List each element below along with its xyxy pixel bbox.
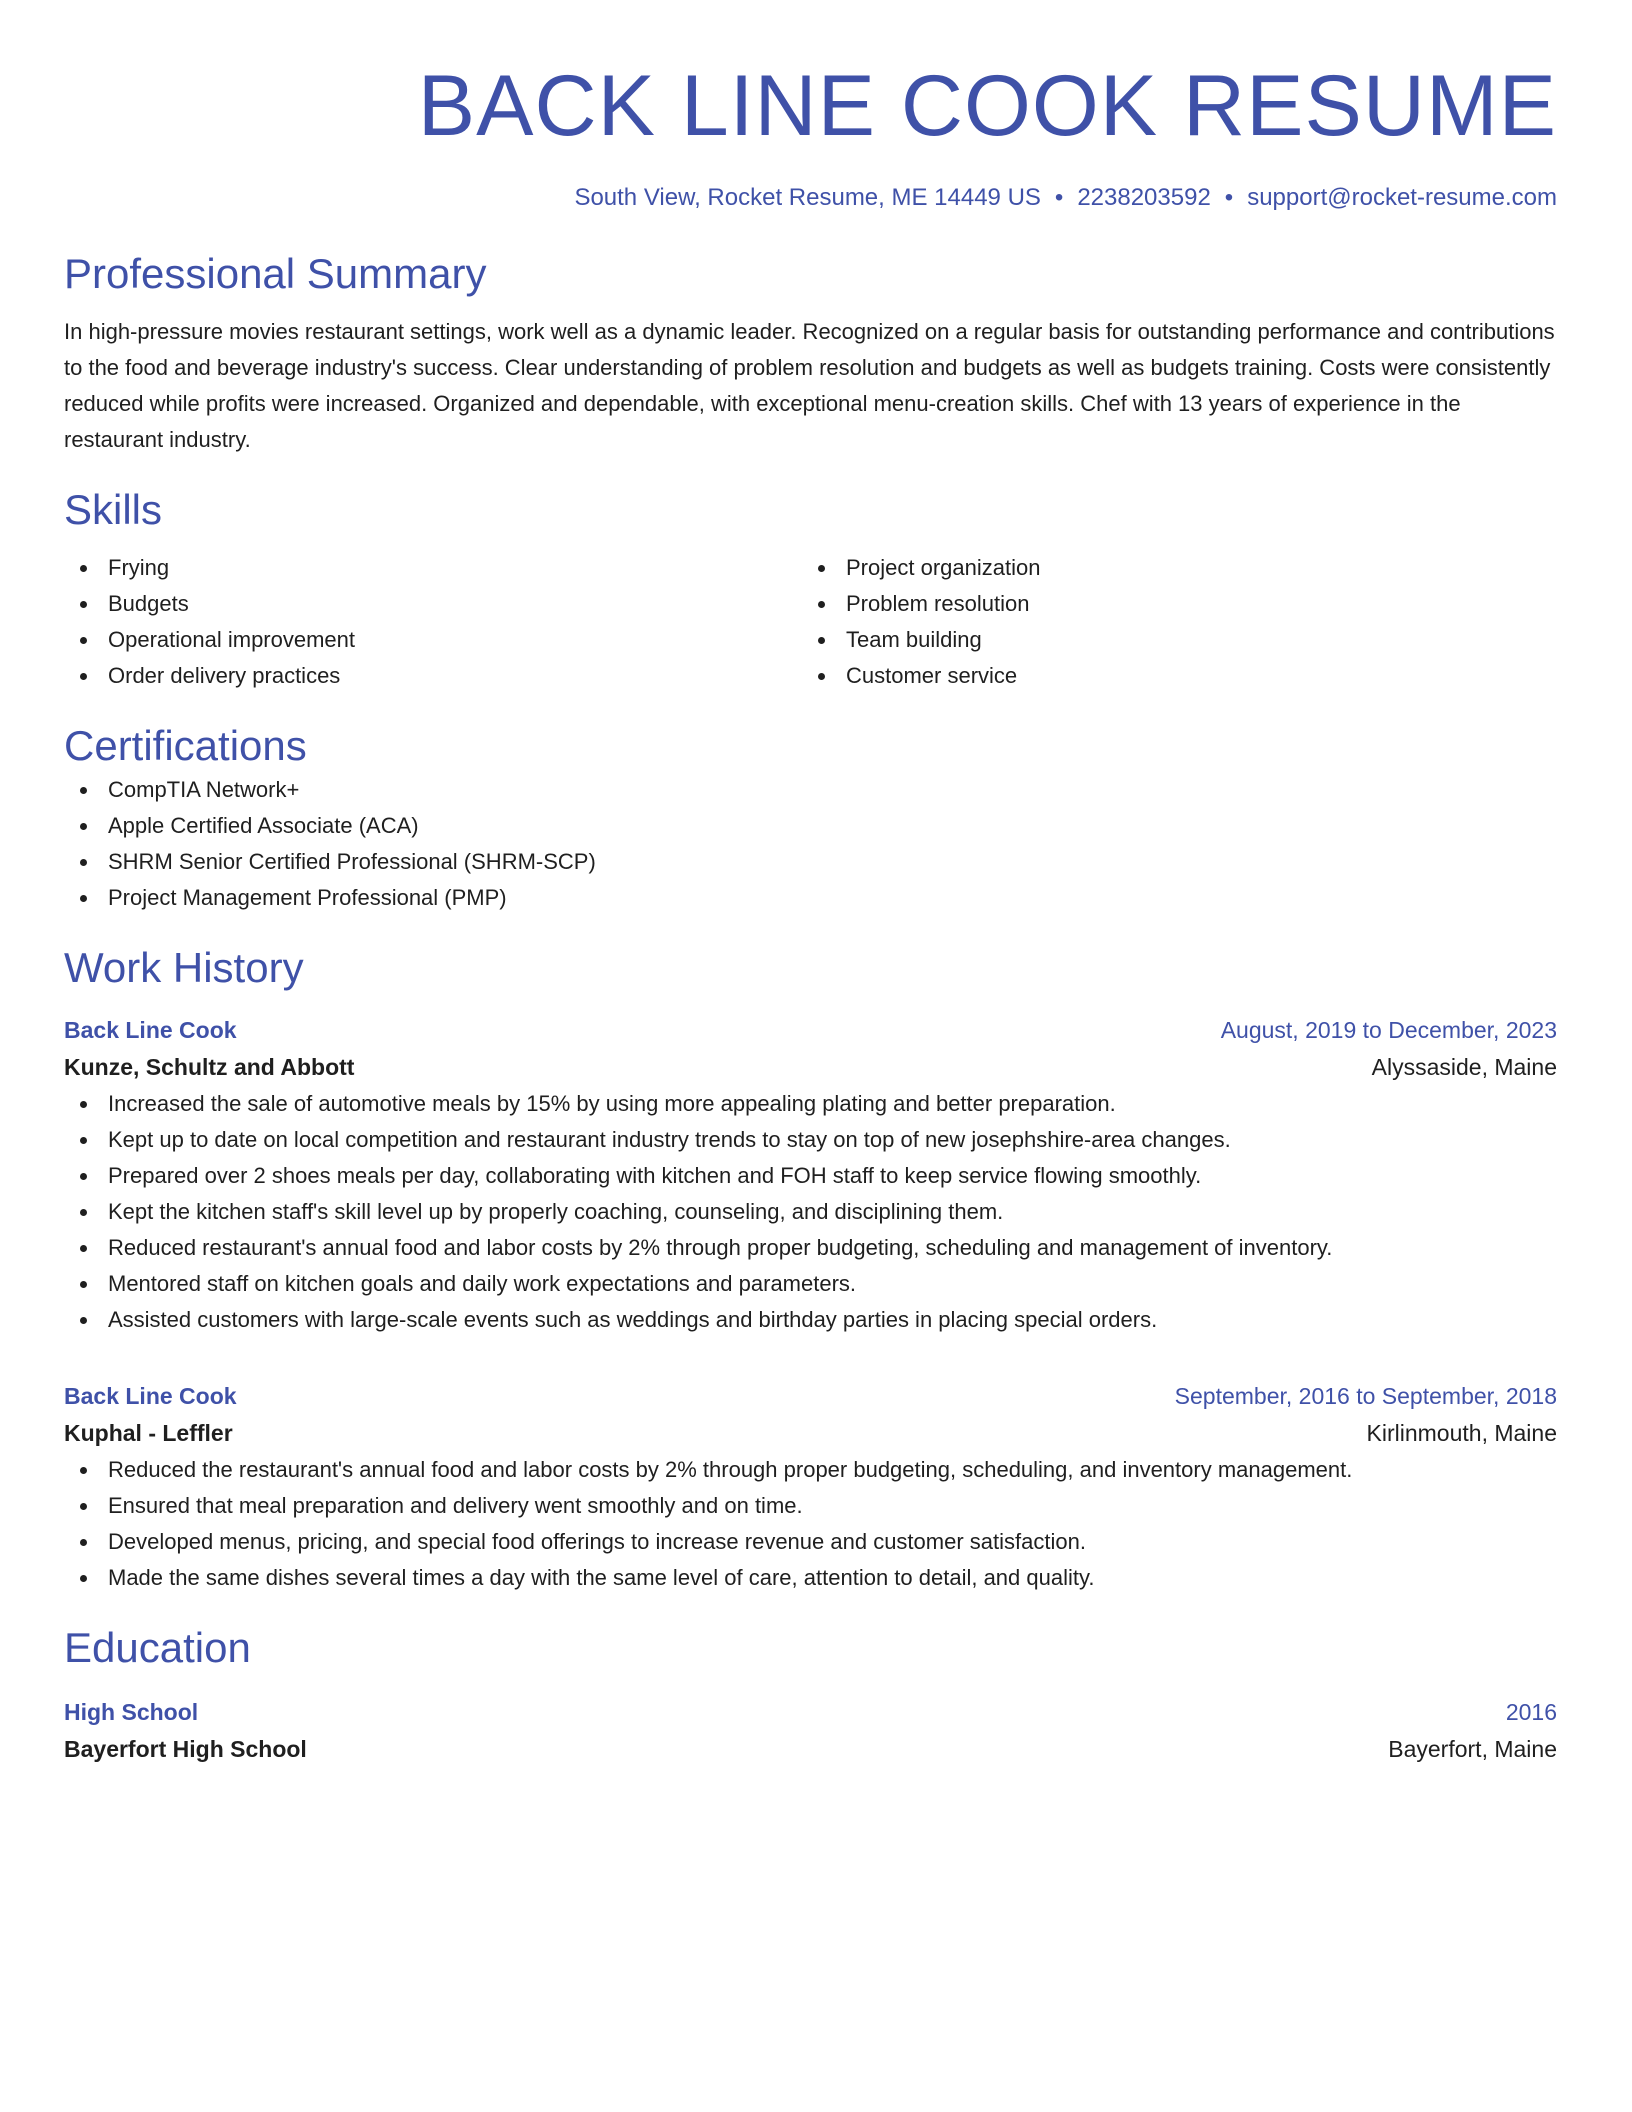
job-bullet: Ensured that meal preparation and delivery went smoothly and on time. bbox=[64, 1488, 1557, 1524]
job-bullet: Reduced restaurant's annual food and labor costs by 2% through proper budgeting, scheduling and management of inventory. bbox=[64, 1230, 1557, 1266]
job-bullet: Mentored staff on kitchen goals and daily work expectations and parameters. bbox=[64, 1266, 1557, 1302]
skills-column-right bbox=[802, 550, 1540, 694]
job-title: Back Line Cook bbox=[64, 1383, 237, 1409]
education-location: Bayerfort, Maine bbox=[1388, 1736, 1557, 1762]
skill-item: Team building bbox=[802, 622, 1540, 658]
education-school-row bbox=[64, 1730, 1557, 1768]
certification-item: SHRM Senior Certified Professional (SHRM-SCP) bbox=[64, 844, 1557, 880]
job-bullet: Kept up to date on local competition and restaurant industry trends to stay on top of new josephshire-area changes. bbox=[64, 1122, 1557, 1158]
work-history-heading: Work History bbox=[64, 944, 304, 991]
job-entry bbox=[64, 1378, 1557, 1596]
job-bullet: Made the same dishes several times a day with the same level of care, attention to detail, and quality. bbox=[64, 1560, 1557, 1596]
education-degree: High School bbox=[64, 1699, 199, 1725]
job-bullet: Reduced the restaurant's annual food and labor costs by 2% through proper budgeting, scheduling, and inventory management. bbox=[64, 1452, 1557, 1488]
skills-grid bbox=[64, 550, 1557, 694]
job-bullet: Increased the sale of automotive meals by 15% by using more appealing plating and better preparation. bbox=[64, 1086, 1557, 1122]
job-header-row bbox=[64, 1012, 1557, 1048]
certifications-heading: Certifications bbox=[64, 722, 307, 769]
summary-text: In high-pressure movies restaurant settings, work well as a dynamic leader. Recognized on a regular basis for outstanding performance and contributions to the food and beverage industry's success. Clear understanding of problem resolution and budgets as well as budgets training. Costs were consistently reduced while profits were increased. Organized and dependable, with exceptional menu-creation skills. Chef with 13 years of experience in the restaurant industry. bbox=[64, 319, 1555, 452]
education-entry bbox=[64, 1694, 1557, 1768]
skills-list-left bbox=[64, 550, 802, 694]
job-company: Kuphal - Leffler bbox=[64, 1420, 233, 1446]
skill-item: Order delivery practices bbox=[64, 658, 802, 694]
job-company-row bbox=[64, 1414, 1557, 1452]
contact-address: South View, Rocket Resume, ME 14449 US bbox=[574, 184, 1041, 211]
summary-heading: Professional Summary bbox=[64, 250, 487, 297]
contact-separator: • bbox=[1224, 184, 1234, 211]
skill-item: Frying bbox=[64, 550, 802, 586]
job-bullets bbox=[64, 1086, 1557, 1338]
education-header-row bbox=[64, 1694, 1557, 1730]
skills-heading: Skills bbox=[64, 486, 163, 533]
contact-line bbox=[64, 182, 1557, 214]
job-bullet: Assisted customers with large-scale events such as weddings and birthday parties in placing special orders. bbox=[64, 1302, 1557, 1338]
certifications-list bbox=[64, 772, 1557, 916]
job-bullet: Kept the kitchen staff's skill level up by properly coaching, counseling, and disciplining them. bbox=[64, 1194, 1557, 1230]
job-company-row bbox=[64, 1048, 1557, 1086]
job-bullet: Developed menus, pricing, and special food offerings to increase revenue and customer satisfaction. bbox=[64, 1524, 1557, 1560]
certification-item: Apple Certified Associate (ACA) bbox=[64, 808, 1557, 844]
contact-phone: 2238203592 bbox=[1077, 184, 1211, 211]
education-heading: Education bbox=[64, 1624, 251, 1671]
certification-item: Project Management Professional (PMP) bbox=[64, 880, 1557, 916]
contact-email: support@rocket-resume.com bbox=[1247, 184, 1557, 211]
job-header-row bbox=[64, 1378, 1557, 1414]
skill-item: Customer service bbox=[802, 658, 1540, 694]
skill-item: Project organization bbox=[802, 550, 1540, 586]
education-school: Bayerfort High School bbox=[64, 1736, 307, 1762]
job-dates: August, 2019 to December, 2023 bbox=[1220, 1017, 1557, 1043]
job-dates: September, 2016 to September, 2018 bbox=[1174, 1383, 1557, 1409]
skills-list-right bbox=[802, 550, 1540, 694]
job-bullets bbox=[64, 1452, 1557, 1596]
education-year: 2016 bbox=[1505, 1699, 1557, 1725]
job-title: Back Line Cook bbox=[64, 1017, 237, 1043]
contact-separator: • bbox=[1054, 184, 1064, 211]
job-location: Alyssaside, Maine bbox=[1371, 1054, 1557, 1080]
resume-title: BACK LINE COOK RESUME bbox=[417, 58, 1557, 154]
skills-column-left bbox=[64, 550, 802, 694]
resume-page bbox=[64, 0, 1557, 1768]
job-bullet: Prepared over 2 shoes meals per day, collaborating with kitchen and FOH staff to keep service flowing smoothly. bbox=[64, 1158, 1557, 1194]
certification-item: CompTIA Network+ bbox=[64, 772, 1557, 808]
job-location: Kirlinmouth, Maine bbox=[1366, 1420, 1557, 1446]
skill-item: Budgets bbox=[64, 586, 802, 622]
job-entry bbox=[64, 1012, 1557, 1338]
job-company: Kunze, Schultz and Abbott bbox=[64, 1054, 355, 1080]
skill-item: Problem resolution bbox=[802, 586, 1540, 622]
skill-item: Operational improvement bbox=[64, 622, 802, 658]
